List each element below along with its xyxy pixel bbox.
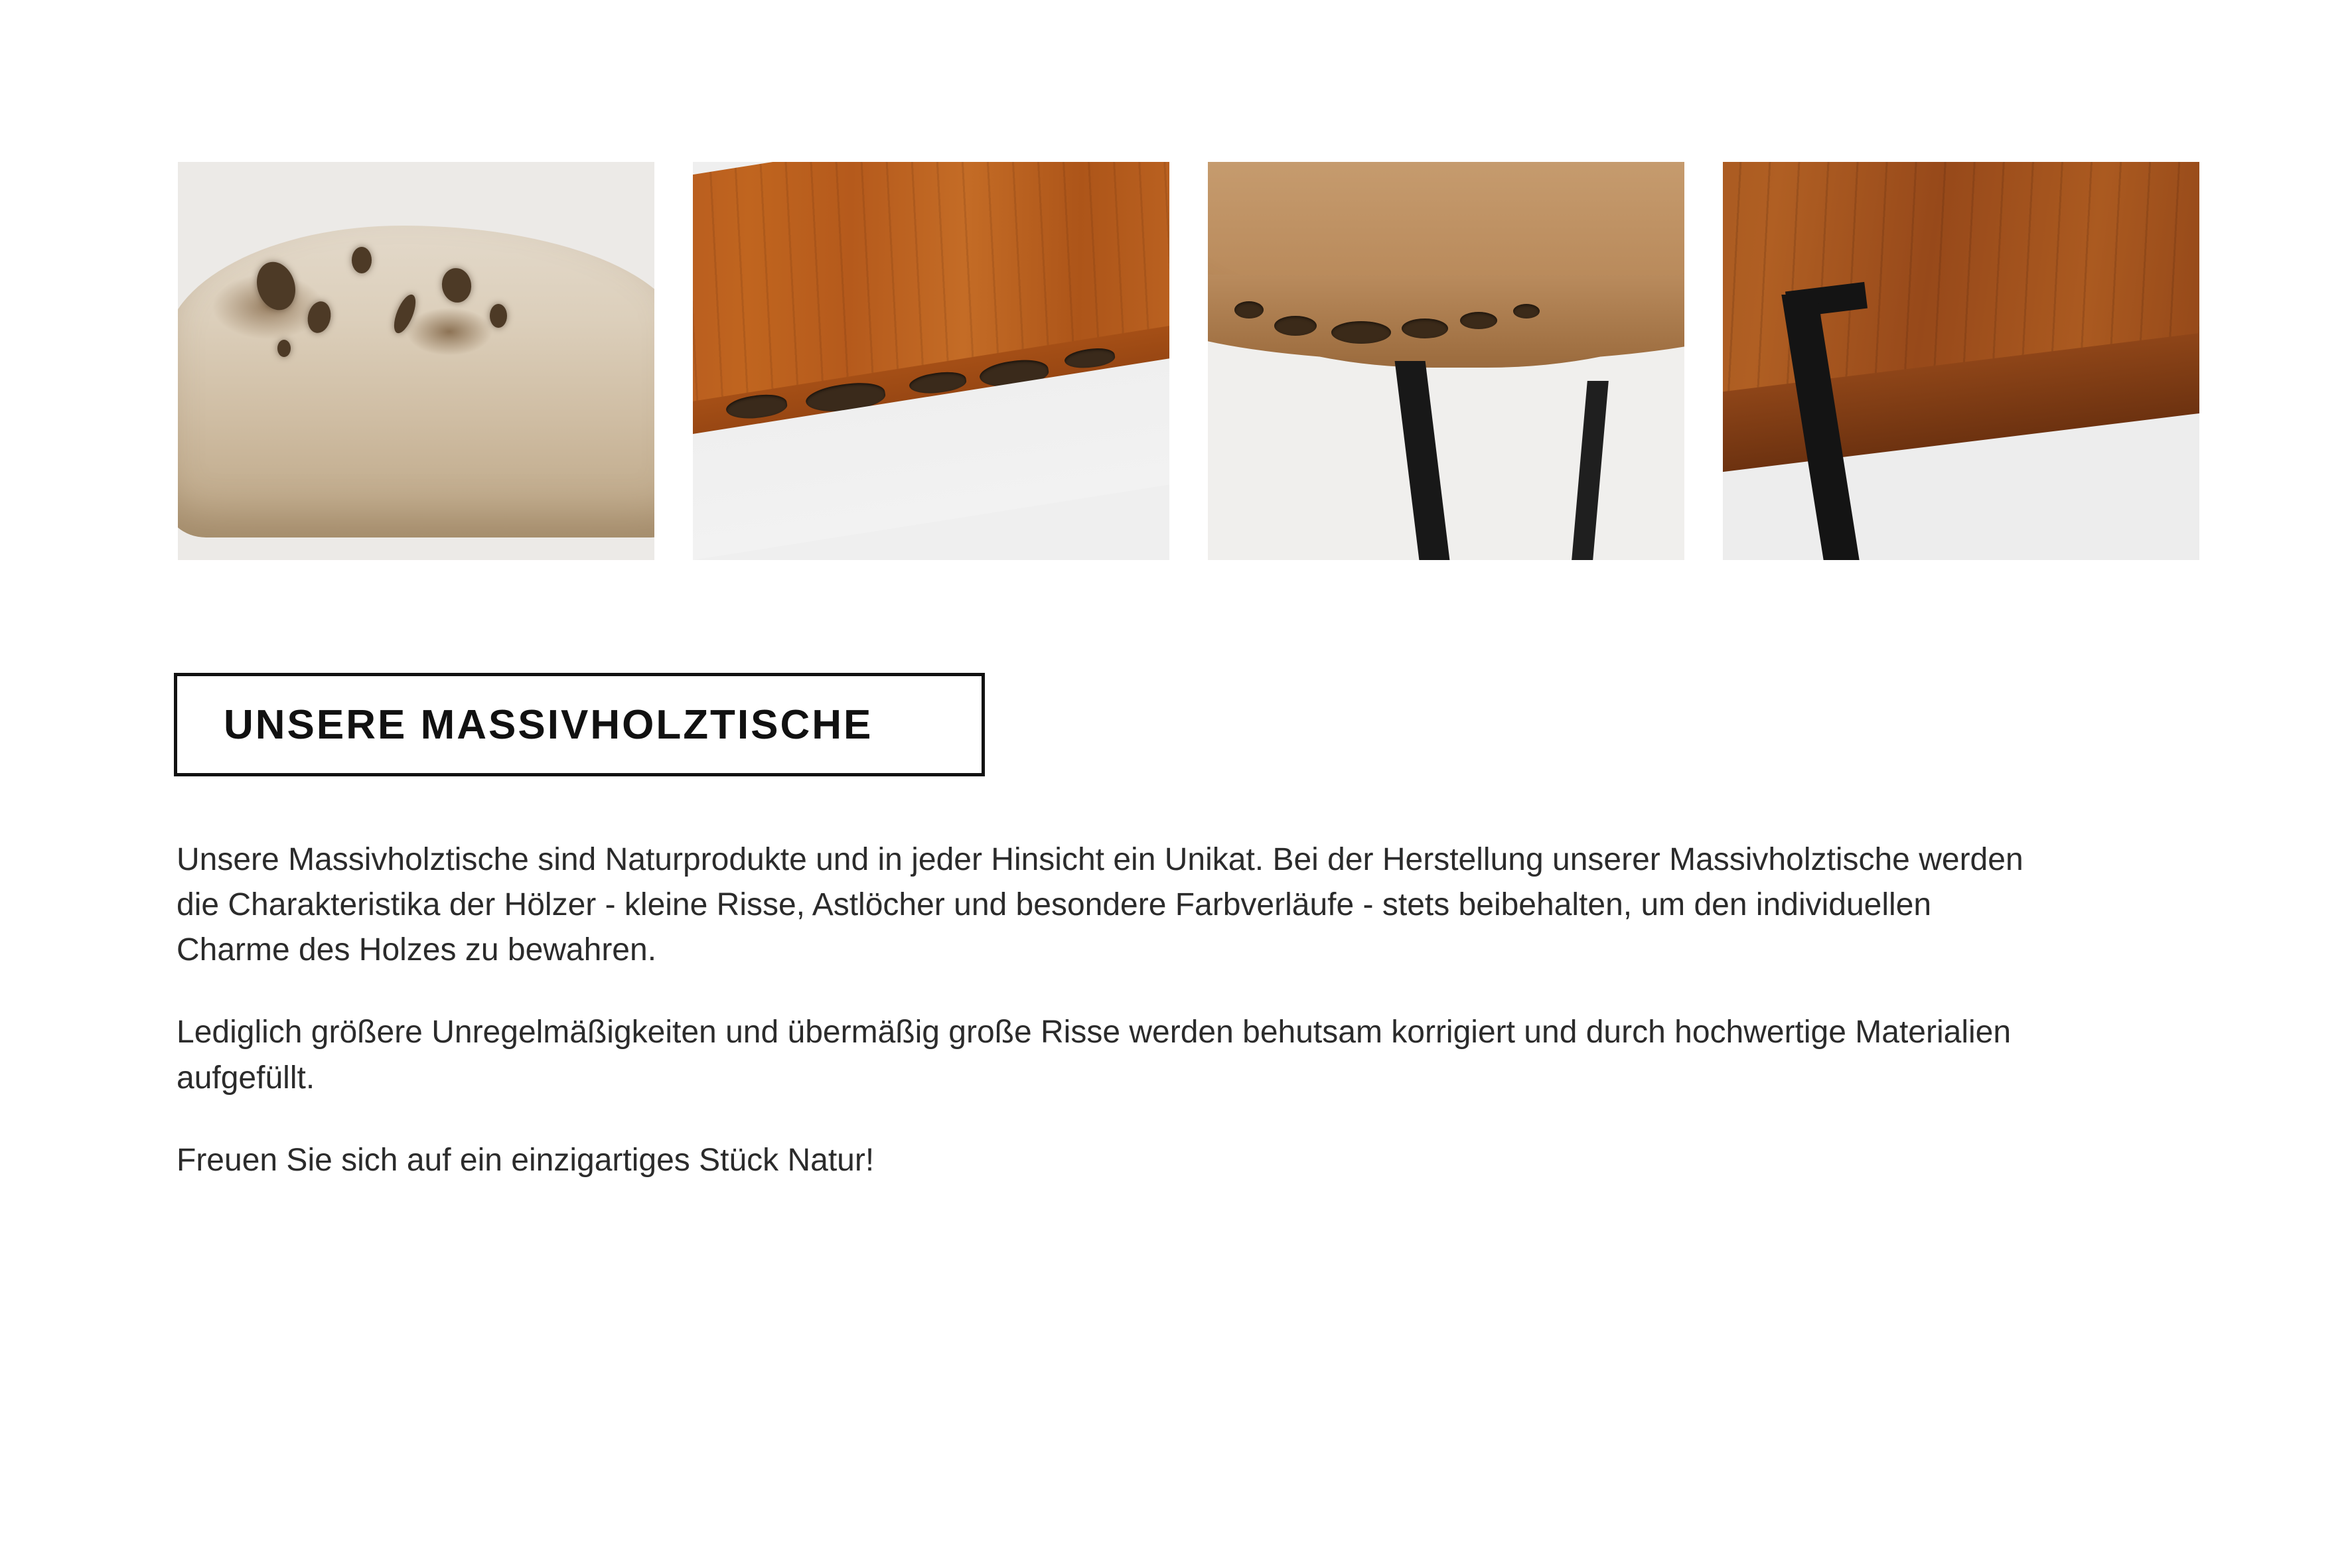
resin-filled-crack — [1460, 312, 1497, 329]
photo-dark-table-black-leg — [1723, 162, 2199, 560]
paragraph-1: Unsere Massivholztische sind Naturprodukte und in jeder Hinsicht ein Unikat. Bei der Herstellung unserer Massivholztische werden die Charakteristika der Hölzer - kleine Risse, Astlöcher und besondere Farbverläufe - stets beibehalten, um den individuellen Charme des Holzes zu bewahren. — [177, 842, 2023, 968]
headline-box — [174, 673, 985, 776]
table-leg — [1395, 361, 1450, 560]
paragraph-2: Lediglich größere Unregelmäßigkeiten und übermäßig große Risse werden behutsam korrigiert und durch hochwertige Materialien aufgefüllt. — [177, 1015, 2012, 1096]
resin-filled-crack — [1331, 321, 1391, 344]
page-title: UNSERE MASSIVHOLZTISCHE — [224, 701, 873, 748]
resin-filled-crack — [1274, 316, 1317, 336]
resin-filled-crack — [1234, 301, 1264, 319]
table-leg — [1572, 381, 1609, 560]
wood-knot — [490, 304, 507, 328]
wood-knot — [277, 340, 291, 357]
wood-knot — [352, 247, 372, 273]
resin-filled-crack — [1513, 304, 1540, 319]
paragraph-3: Freuen Sie sich auf ein einzigartiges Stück Natur! — [177, 1142, 875, 1178]
live-edge-band — [1208, 275, 1684, 361]
image-gallery — [178, 162, 2235, 560]
body-copy — [177, 837, 2028, 1183]
photo-round-table-edge-black-leg — [1208, 162, 1684, 560]
photo-orange-plank-live-edge — [693, 162, 1169, 560]
wood-slab-shape — [178, 226, 654, 537]
resin-filled-crack — [1402, 319, 1448, 338]
photo-raw-wood-slab-edge — [178, 162, 654, 560]
